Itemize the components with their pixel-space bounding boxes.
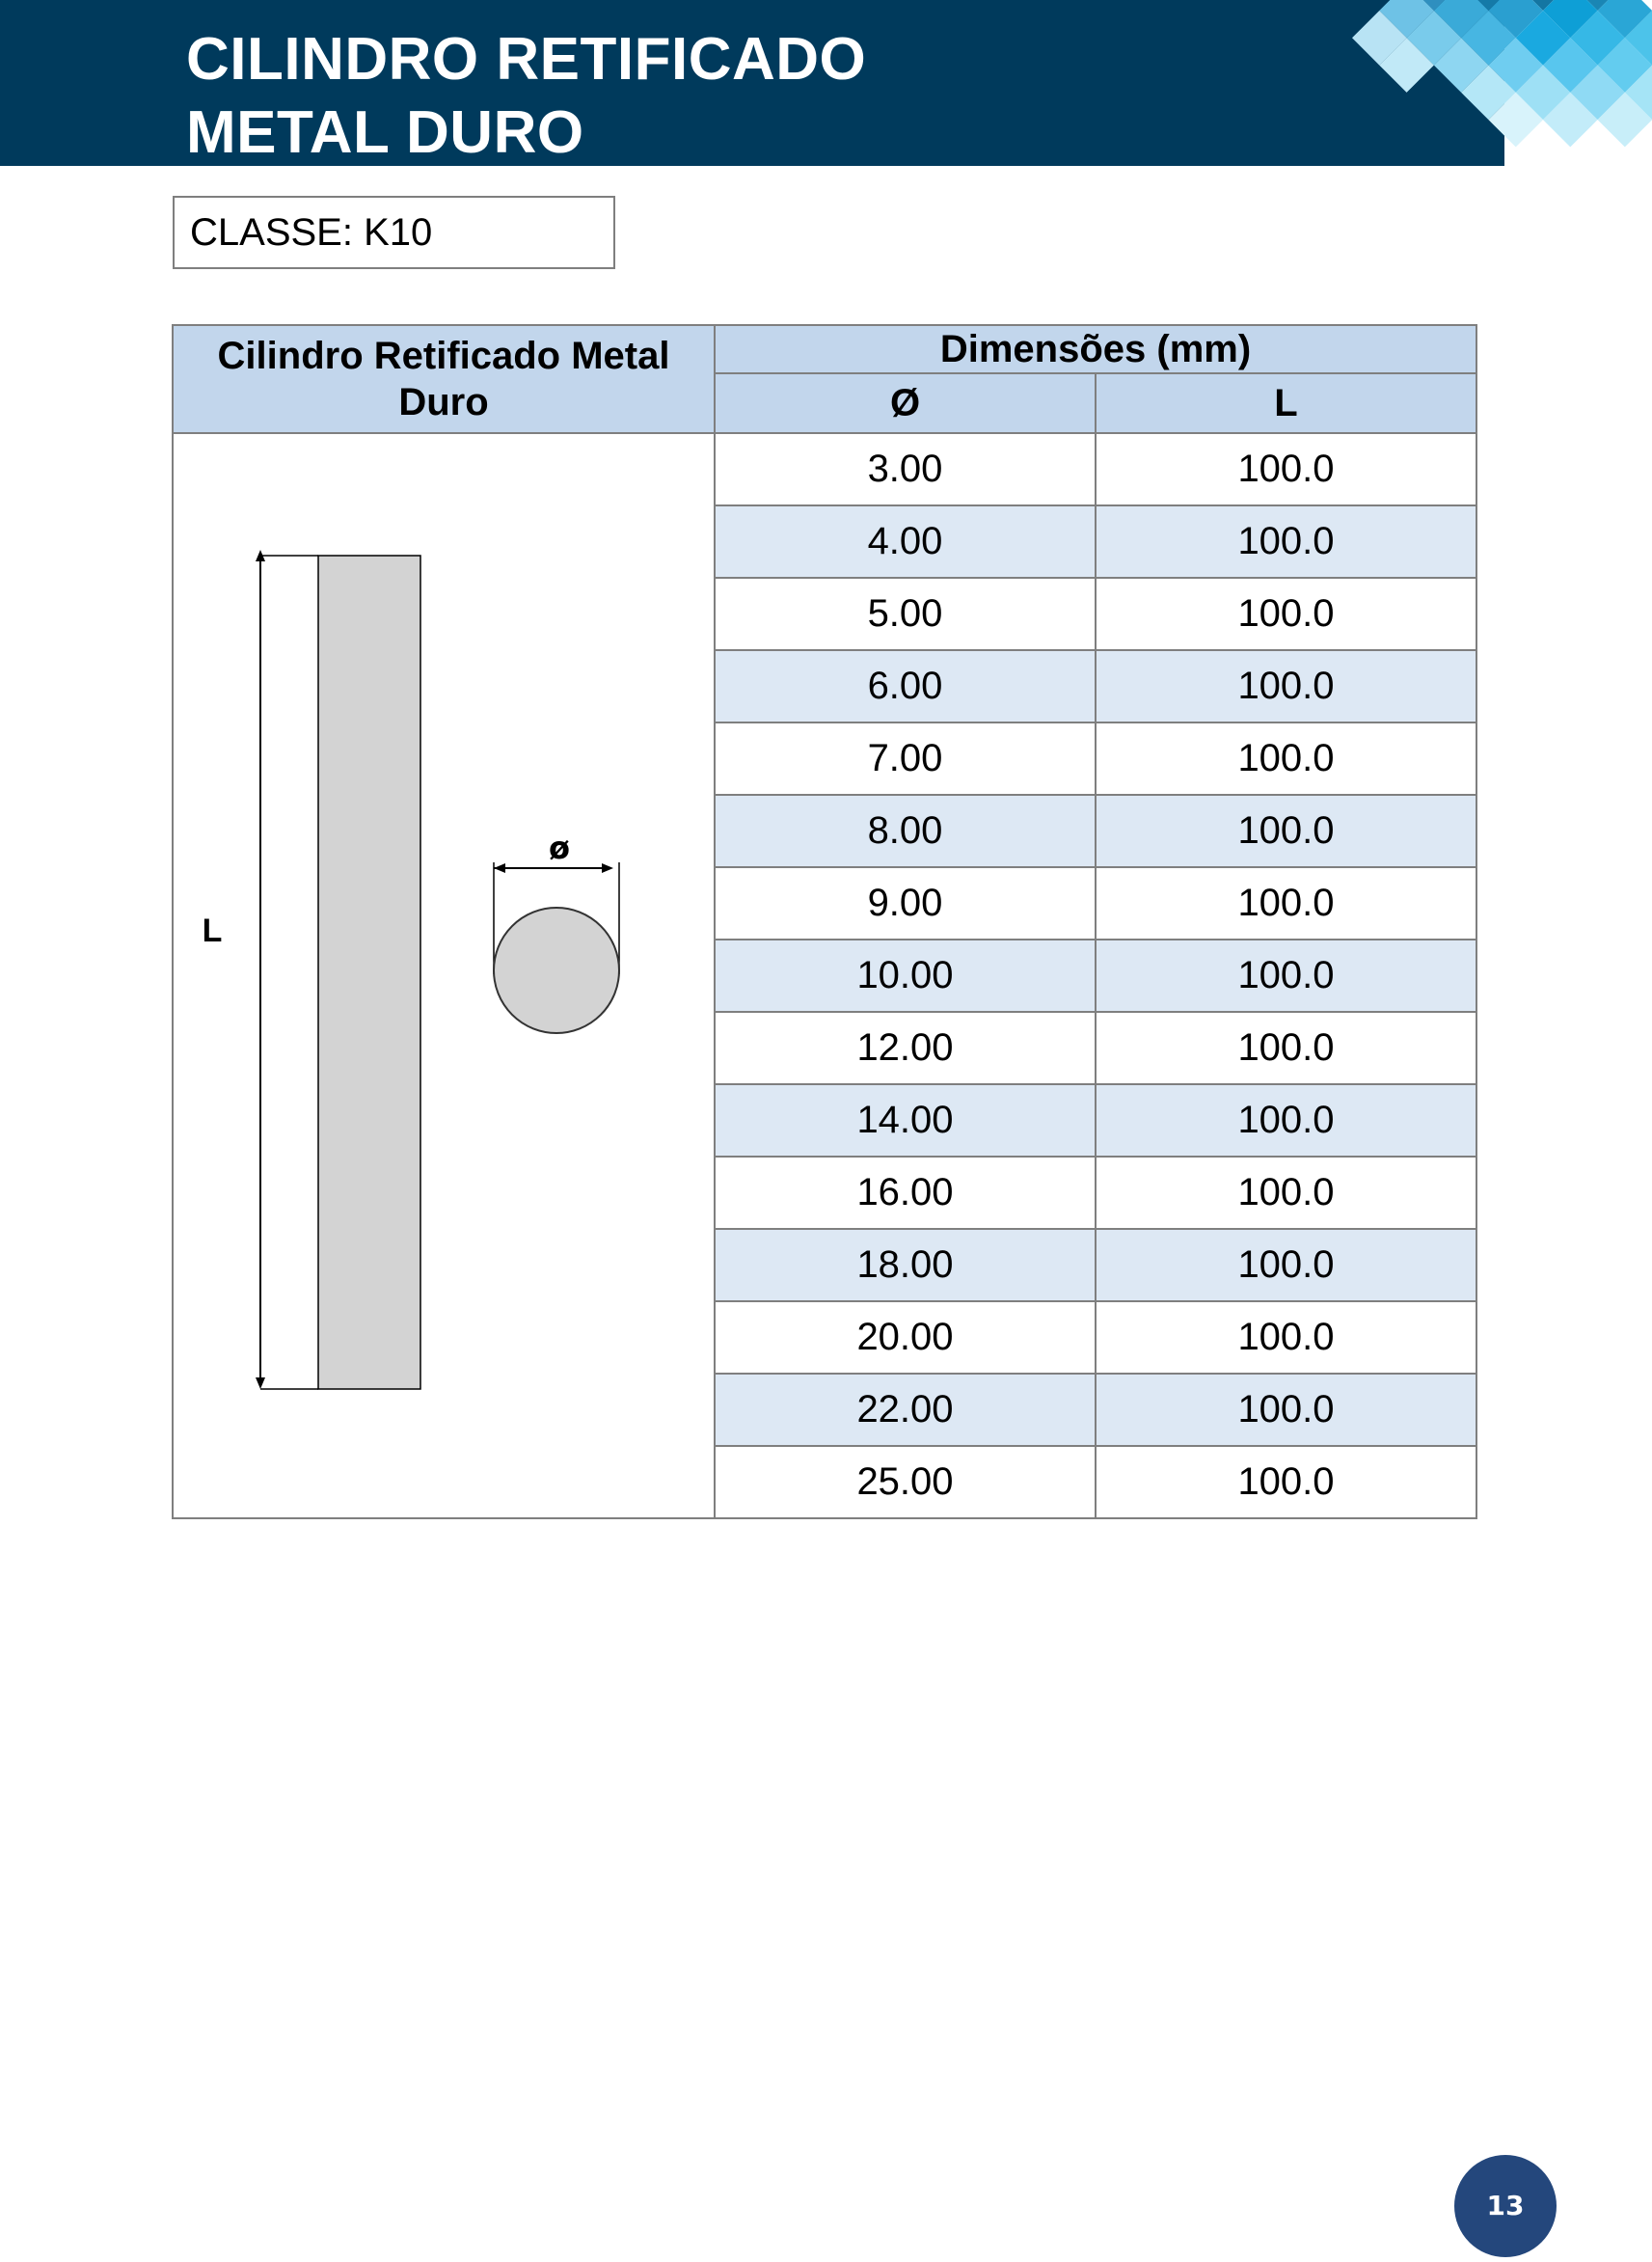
length-cell: 100.0 (1096, 650, 1476, 722)
diameter-cell: 6.00 (715, 650, 1096, 722)
diameter-cell: 8.00 (715, 795, 1096, 867)
length-cell: 100.0 (1096, 1374, 1476, 1446)
diameter-cell: 12.00 (715, 1012, 1096, 1084)
cylinder-drawing (174, 434, 714, 1505)
diameter-cell: 5.00 (715, 578, 1096, 650)
length-cell: 100.0 (1096, 867, 1476, 940)
decorative-diamond-pattern (1331, 0, 1652, 241)
length-cell: 100.0 (1096, 433, 1476, 505)
classe-box: CLASSE: K10 (173, 196, 615, 269)
diameter-label: ø (549, 830, 570, 866)
page-title-line-1: CILINDRO RETIFICADO (186, 26, 867, 93)
diameter-cell: 18.00 (715, 1229, 1096, 1301)
dimensions-table (172, 324, 1477, 1519)
length-cell: 100.0 (1096, 1157, 1476, 1229)
length-cell: 100.0 (1096, 722, 1476, 795)
length-cell: 100.0 (1096, 940, 1476, 1012)
diameter-cell: 9.00 (715, 867, 1096, 940)
diameter-cell: 20.00 (715, 1301, 1096, 1374)
dimensions-group-header: Dimensões (mm) (715, 325, 1476, 373)
cylinder-side-view (318, 556, 420, 1389)
diameter-cell: 14.00 (715, 1084, 1096, 1157)
diameter-cell: 22.00 (715, 1374, 1096, 1446)
diameter-cell: 3.00 (715, 433, 1096, 505)
cylinder-drawing-cell (173, 433, 715, 1518)
length-cell: 100.0 (1096, 1229, 1476, 1301)
diameter-cell: 16.00 (715, 1157, 1096, 1229)
table-row (173, 433, 1476, 505)
page-title (186, 23, 866, 170)
length-column-header: L (1096, 373, 1476, 433)
page-title-line-2: METAL DURO (186, 99, 584, 166)
length-cell: 100.0 (1096, 1012, 1476, 1084)
length-cell: 100.0 (1096, 578, 1476, 650)
length-cell: 100.0 (1096, 1084, 1476, 1157)
diameter-cell: 10.00 (715, 940, 1096, 1012)
page-number-badge: 13 (1454, 2155, 1557, 2257)
cylinder-cross-section (494, 908, 619, 1033)
diameter-cell: 4.00 (715, 505, 1096, 578)
diameter-column-header: Ø (715, 373, 1096, 433)
diameter-cell: 25.00 (715, 1446, 1096, 1518)
length-label: L (202, 913, 223, 949)
table-body (173, 433, 1476, 1518)
length-cell: 100.0 (1096, 1446, 1476, 1518)
diameter-cell: 7.00 (715, 722, 1096, 795)
table-title-header: Cilindro Retificado Metal Duro (173, 325, 715, 433)
length-cell: 100.0 (1096, 795, 1476, 867)
length-cell: 100.0 (1096, 1301, 1476, 1374)
length-cell: 100.0 (1096, 505, 1476, 578)
